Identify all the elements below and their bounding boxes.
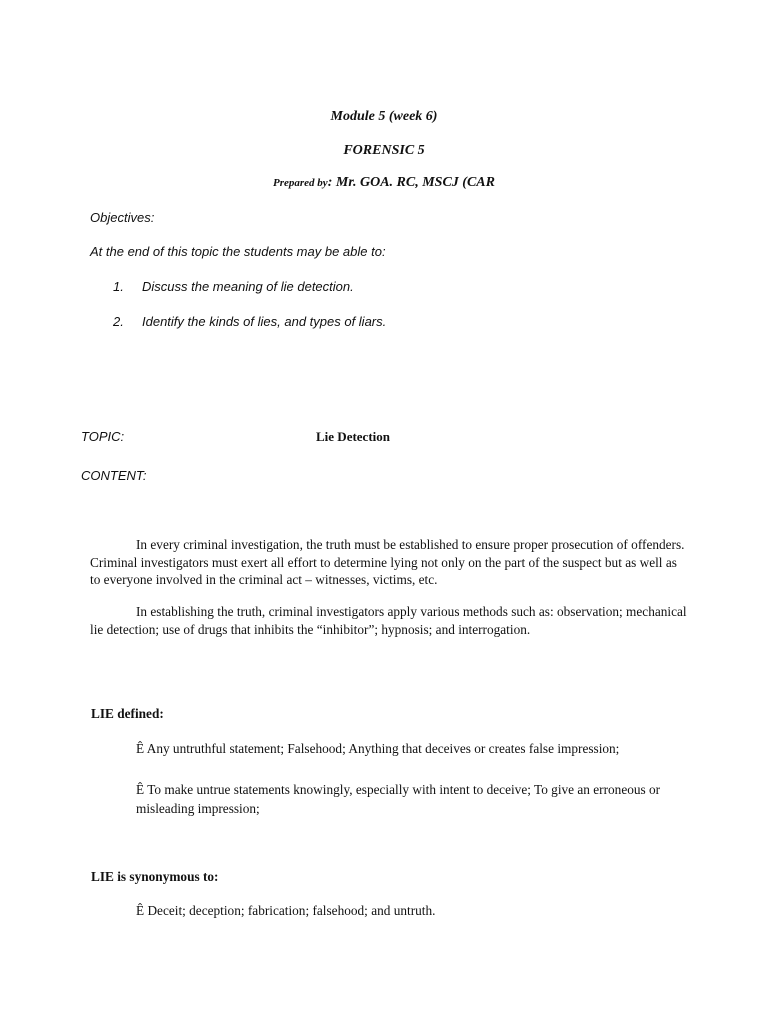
prepared-by-label: Prepared by [273,177,328,189]
objectives-label: Objectives: [90,210,155,225]
topic-label: TOPIC: [81,429,125,444]
objective-item [113,279,354,294]
content-paragraph: In establishing the truth, criminal investigators apply various methods such as: observation; mechanical lie detection; use of drugs that inhibits the “inhibitor”; hypnosis; and interrogation. [90,604,687,637]
module-title: Module 5 (week 6) [330,109,438,124]
course-title: FORENSIC 5 [343,143,425,158]
prepared-by-name: : Mr. GOA. RC, MSCJ (CAR [327,175,495,190]
prepared-by-line [0,175,768,191]
synonym-item: Ê Deceit; deception; fabrication; falsehood; and untruth. [136,903,436,918]
definition-item: Ê Any untruthful statement; Falsehood; Anything that deceives or creates false impression; [136,741,620,756]
content-paragraph: In every criminal investigation, the truth must be established to ensure proper prosecution of offenders. Criminal investigators must exert all effort to determine lying not only on the part of the suspect but as well as to everyone involved in the criminal act – witnesses, victims, etc. [90,537,685,588]
lie-synonymous-heading: LIE is synonymous to: [91,869,219,884]
objective-item [113,314,386,329]
objective-text: Discuss the meaning of lie detection. [142,279,354,294]
objective-number: 1. [113,279,124,294]
content-label: CONTENT: [81,468,147,483]
lie-defined-heading: LIE defined: [91,706,164,721]
definition-item: Ê To make untrue statements knowingly, especially with intent to deceive; To give an erroneous or misleading impression; [136,782,661,816]
topic-value: Lie Detection [316,429,391,444]
objective-text: Identify the kinds of lies, and types of liars. [142,314,387,329]
objectives-intro: At the end of this topic the students may be able to: [90,244,386,259]
objective-number: 2. [113,314,124,329]
